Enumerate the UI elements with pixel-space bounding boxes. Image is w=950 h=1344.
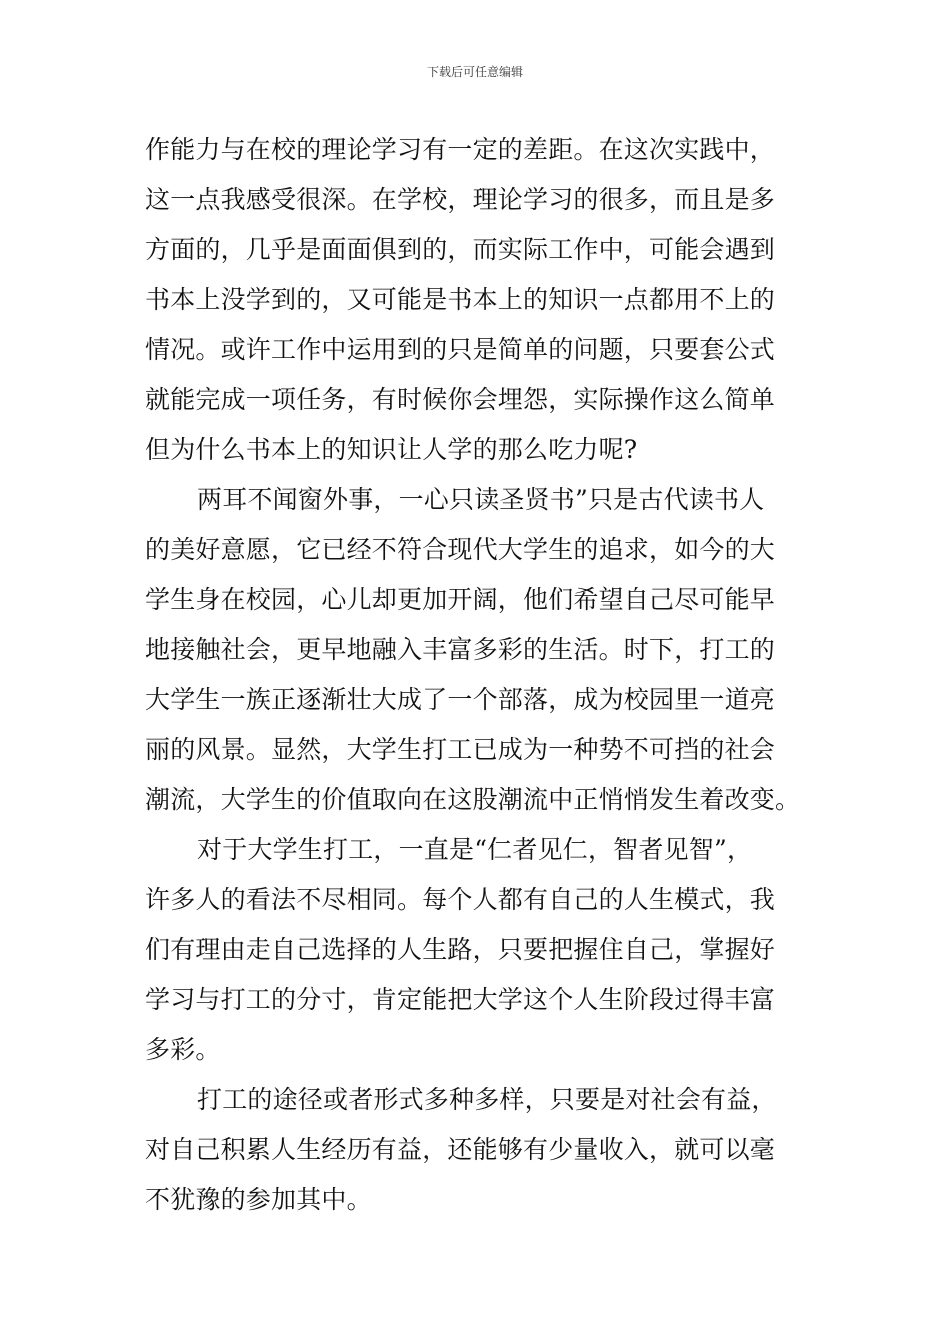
text-line: 对自己积累人生经历有益，还能够有少量收入，就可以毫	[145, 1135, 776, 1164]
text-line: 这一点我感受很深。在学校，理论学习的很多，而且是多	[145, 185, 776, 214]
page-header: 下载后可任意编辑	[426, 65, 523, 79]
text-line: 作能力与在校的理论学习有一定的差距。在这次实践中，	[145, 135, 776, 164]
text-line: 地接触社会，更早地融入丰富多彩的生活。时下，打工的	[145, 635, 776, 664]
text-line: 书本上没学到的，又可能是书本上的知识一点都用不上的	[145, 285, 776, 314]
text-line: 对于大学生打工，一直是“仁者见仁，智者见智”，	[197, 835, 753, 864]
text-line: 两耳不闻窗外事，一心只读圣贤书”只是古代读书人	[197, 485, 765, 514]
text-line: 但为什么书本上的知识让人学的那么吃力呢?	[145, 435, 638, 464]
text-line: 们有理由走自己选择的人生路，只要把握住自己，掌握好	[145, 935, 776, 964]
text-line: 大学生一族正逐渐壮大成了一个部落，成为校园里一道亮	[145, 685, 776, 714]
text-line: 学习与打工的分寸，肯定能把大学这个人生阶段过得丰富	[145, 985, 776, 1014]
text-line: 许多人的看法不尽相同。每个人都有自己的人生模式，我	[145, 885, 776, 914]
text-line: 情况。或许工作中运用到的只是简单的问题，只要套公式	[145, 335, 776, 364]
text-line: 潮流，大学生的价值取向在这股潮流中正悄悄发生着改变。	[145, 785, 801, 814]
text-line: 丽的风景。显然，大学生打工已成为一种势不可挡的社会	[145, 735, 776, 764]
text-line: 多彩。	[145, 1035, 221, 1064]
text-line: 的美好意愿，它已经不符合现代大学生的追求，如今的大	[145, 535, 776, 564]
text-line: 就能完成一项任务，有时候你会埋怨，实际操作这么简单	[145, 385, 776, 414]
body-text	[145, 125, 807, 1225]
text-line: 学生身在校园，心儿却更加开阔，他们希望自己尽可能早	[145, 585, 776, 614]
text-line: 方面的，几乎是面面俱到的，而实际工作中，可能会遇到	[145, 235, 776, 264]
text-line: 打工的途径或者形式多种多样，只要是对社会有益，	[197, 1085, 777, 1114]
text-line: 不犹豫的参加其中。	[145, 1185, 372, 1214]
